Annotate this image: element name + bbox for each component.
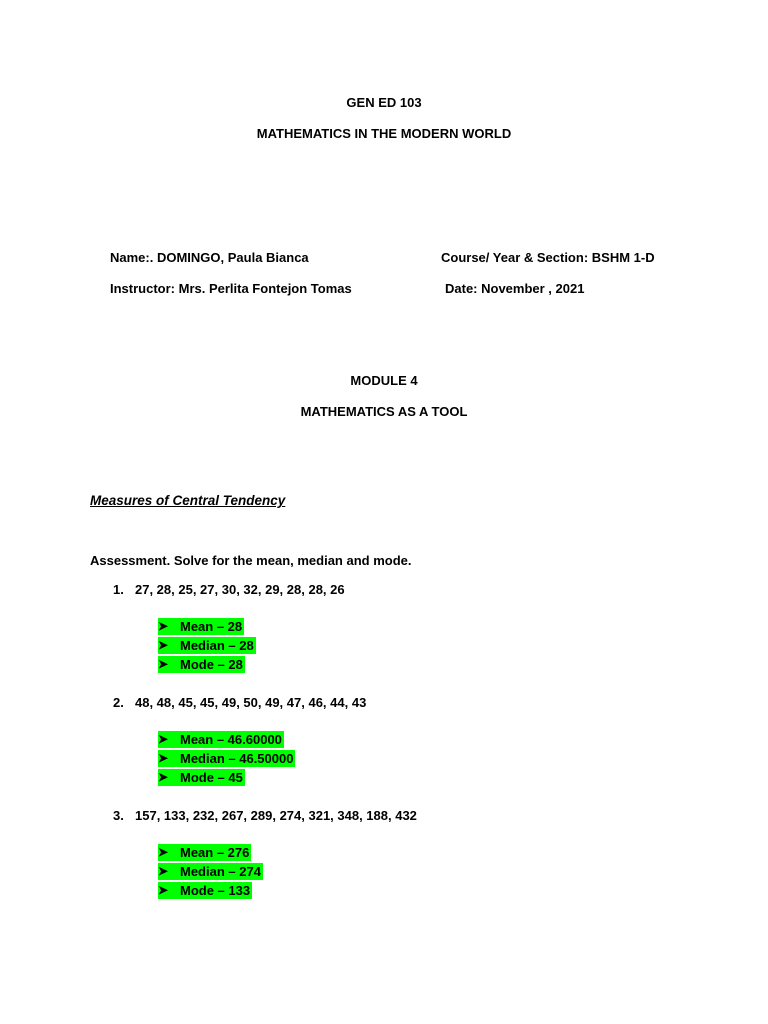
arrowhead-bullet-icon: ➤	[158, 863, 180, 880]
module-number: MODULE 4	[350, 373, 418, 388]
answer-median: Median – 274	[180, 864, 261, 879]
answer-item	[158, 730, 295, 749]
problem-3	[113, 808, 417, 823]
answer-median: Median – 28	[180, 638, 254, 653]
problem-number: 3.	[113, 808, 124, 823]
answer-list-2	[158, 730, 295, 787]
answer-mean: Mean – 276	[180, 845, 250, 860]
answer-median: Median – 46.50000	[180, 751, 294, 766]
course-code: GEN ED 103	[346, 95, 422, 110]
arrowhead-bullet-icon: ➤	[158, 882, 180, 899]
answer-item	[158, 768, 295, 787]
arrowhead-bullet-icon: ➤	[158, 656, 180, 673]
answer-mode: Mode – 45	[180, 770, 243, 785]
arrowhead-bullet-icon: ➤	[158, 750, 180, 767]
section-heading: Measures of Central Tendency	[90, 493, 286, 508]
arrowhead-bullet-icon: ➤	[158, 731, 180, 748]
answer-item	[158, 617, 256, 636]
course-title: MATHEMATICS IN THE MODERN WORLD	[256, 126, 512, 141]
module-title: MATHEMATICS AS A TOOL	[300, 404, 468, 419]
answer-item	[158, 655, 256, 674]
arrowhead-bullet-icon: ➤	[158, 618, 180, 635]
course-section: Course/ Year & Section: BSHM 1-D	[441, 250, 655, 265]
answer-item	[158, 749, 295, 768]
assessment-instructions: Assessment. Solve for the mean, median and mode.	[90, 553, 412, 568]
problem-number: 2.	[113, 695, 124, 710]
arrowhead-bullet-icon: ➤	[158, 844, 180, 861]
answer-mode: Mode – 133	[180, 883, 251, 898]
answer-item	[158, 862, 263, 881]
problem-data: 48, 48, 45, 45, 49, 50, 49, 47, 46, 44, 43	[135, 695, 367, 710]
answer-mean: Mean – 46.60000	[180, 732, 282, 747]
answer-item	[158, 843, 263, 862]
problem-2	[113, 695, 366, 710]
problem-1	[113, 582, 345, 597]
answer-item	[158, 881, 263, 900]
problem-data: 157, 133, 232, 267, 289, 274, 321, 348, 188, 432	[135, 808, 417, 823]
instructor: Instructor: Mrs. Perlita Fontejon Tomas	[110, 281, 352, 296]
problem-data: 27, 28, 25, 27, 30, 32, 29, 28, 28, 26	[135, 582, 345, 597]
submission-date: Date: November , 2021	[445, 281, 585, 296]
arrowhead-bullet-icon: ➤	[158, 637, 180, 654]
answer-mode: Mode – 28	[180, 657, 243, 672]
answer-list-1	[158, 617, 256, 674]
arrowhead-bullet-icon: ➤	[158, 769, 180, 786]
problem-number: 1.	[113, 582, 124, 597]
answer-item	[158, 636, 256, 655]
student-name: Name:. DOMINGO, Paula Bianca	[110, 250, 309, 265]
answer-mean: Mean – 28	[180, 619, 243, 634]
answer-list-3	[158, 843, 263, 900]
